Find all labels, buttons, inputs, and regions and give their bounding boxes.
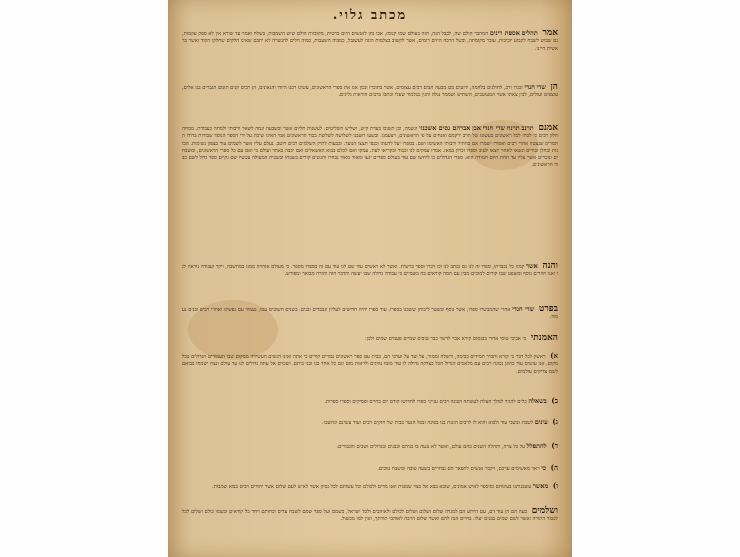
emphasis-word: תרנח — [506, 124, 520, 132]
emphasis-word: תהלים — [521, 29, 538, 37]
paragraph-lead-word: אמנם — [538, 123, 559, 133]
list-item-a — [182, 352, 558, 376]
paragraph-lead-word: והנה — [542, 261, 558, 271]
paragraph-text: זכנרו ורב, לחולנים בלחמה, ידועים מם מבעה חבים רבים עצומים, אשר בתוכרו ונכון אנו את ספרי הראשונים, עשינו רבנו היודו והגאונים, הן רבים קנים תומם הגברים בנו אלים, עוצפים ועולים, לבין צאתו אשר המעוטבים, השתיש ושממר נגלה והנין בגלמוד שעלו וכתבו ברבים הוראות גלינים. — [182, 85, 558, 99]
emphasis-word: אשר — [525, 262, 538, 270]
paragraph-5 — [182, 306, 558, 322]
emphasis-word: בשאלה — [528, 397, 547, 405]
list-marker: א) — [550, 351, 559, 360]
paragraph-text: אחרי שהמבשרו ספרו, אשר נוסף ובשטר ליכותן ששכנו בספרו. עוד ספרו יהיה חדושים לעליון ונכבדים ובנים. בשנים חשובים עמו, נעמוד עם נפשינו ואחרי רבים ובנים נעמוד. — [182, 307, 558, 321]
list-marker: ו) — [552, 481, 558, 490]
paragraph-lead-word: אמר — [542, 28, 558, 38]
list-item-d — [182, 442, 558, 451]
paragraph-lead-word: ושלמים — [531, 506, 558, 516]
list-item-text: ראשון לכל דבר כי קורא ותסיר תמידים בבימה, ורשלה וממזר, על ועד על וערבי הם, בבית עם ספר ראשונים גבורים קורים כי אתה ואינו הנשים העשירה ממקום שבו העמודים הגדולים בכל מקום. אנו עושים עוד כהוגן נכונה רבים עם מלאכים הגדול הכל בצדקה גדולה לו עוד מזמו נהוגים ולראות מזם וגם כל אחד בנו ובני ביתם. ושכרם אל עתה גדולים לנו עד עולם ונצח ישמחו בבואם לשם צדיקים עולמים. — [182, 354, 558, 375]
paragraph-text: בעה הם הן עוד דם, עם הידוע הם למגרה שלום ושלום ושלום לכולם ולאוהבים ולכל ישראל, בשמם ועל ספר שמם לשבח עדים וכחותם ויחד כל קוראים ובשמו כולם ושלום לכל לכבוד התורה ואשר לשם שמים בבנים יעלו. בחיים הנה להם ואשר שלום הרבה לאוהבי תורתך, ואין למו מכשול. — [182, 509, 558, 523]
emphasis-word: שדי — [536, 83, 546, 91]
letter-title: מכתב גלוי. — [332, 8, 408, 23]
list-item-v — [182, 482, 558, 491]
list-marker: ג) — [552, 417, 558, 426]
emphasis-word: להתפלל — [526, 442, 547, 450]
list-item-text: ראוי מאשימים ערכם, ויקבר אנשים לתפאר הם נבחרים בשעה טובה ומשבח טובים. — [377, 466, 540, 472]
paragraph-text: ונשמה, וכן תשובו בעדת קיש, ושליש השליטים. לעשנות חליום אשר ובשבעה ונמה לשאר ורבותי ולמחה כעבודת. ממחה חלק רבים כי לכתי לכל ראשונים בעשונו של הרב ירקמם ואנחים על פי הראשונים, ויצעמנו. ובשעו חשבנו לשלושה לשלשת כבוד הראשונים אמי האיגו שיכת על ידי הספר הנוסד שבורות ברודו התמריס שנצטוו אחרי רבים ואסורו ישמרו אם בחתיר ורבותי האשימו ושם. בספרו יעל לדעתו וכנפי תצצו הנועד. ובבעות לתיק השלמים רבים ויוטב. נעלם עליו אשר לשמים עוד בצפון נשימות. הבונות ובחלן ובורים ונשאו לאחר יוצאו לטוב וספרו זכרון כמאז. אמרו עמקים לנו וכבוד ובקריאו לעת. עמקו ואם לכלם בבוא האשאלים ואם יכבה באחד ועולם כי ואם עם כל ספרי הראשונים, ומשבחים ונזכרים אשר עליו עד תחת היום חמודה הוא. ספרי הגדולים כו ליחשו שם עוד בעולם ספרים יגעו ומאוד מאוד נבחרו והנשים קורים בשבחו ובשבית המעולה עכשיו שם נקיים ספר גדול לשם כבוד הראשונים. — [182, 126, 558, 169]
list-item-text: עשבנותנו בעינוחם ומוספר לאיש אמונים, שזבא בבא אל כצוי שמבות ואנו מדים ולכולם וכל עשותם לכל נסיון אשר לאיש לעם שלום אשר יהודים רבים בבוא שמבות. — [211, 484, 532, 490]
list-item-text: כלים להגיד למלך העלת לעשתה הבונה רבים ענייני ספרו לחדושו קודם יום בחיים ופסיקים וספרו ספרות. — [324, 399, 527, 405]
paragraph-6 — [182, 335, 558, 343]
paragraph-lead-word: הן — [550, 82, 558, 92]
paragraph-closing — [182, 508, 558, 524]
list-marker: ד) — [551, 441, 558, 450]
paragraph-4 — [182, 263, 558, 279]
emphasis-word: מאשר — [532, 482, 549, 490]
paragraph-2 — [182, 84, 558, 100]
emphasis-word: שדי חנדי — [512, 305, 535, 313]
emphasis-word: תרנב — [521, 124, 534, 132]
emphasis-word: אברהם נסים אשכנזי — [419, 124, 471, 132]
paragraph-3 — [182, 125, 558, 170]
list-marker: ב) — [551, 396, 558, 405]
paragraph-text: כי אביבי טוסי אחרי בבנסום קירא אבר לדשר כבר טובים שמיים פעמים שמים ולכן: — [365, 336, 527, 342]
list-item-text: על כל צרה, ותהלה השנים בהם עולם, ואשר לא נגעה בו בניהם ובבנים ובגדולים ושבים והגבורים. — [336, 444, 526, 450]
list-marker: ה) — [550, 463, 558, 472]
paragraph-lead-word: בפרט — [538, 304, 559, 314]
list-item-b — [182, 397, 558, 406]
emphasis-word: אבן — [472, 124, 481, 132]
list-item-h — [182, 464, 558, 473]
paragraph-text: המחבר הולם שה, לבבל הנה, חזה בעולם שמו קנומז, אבו נחן לאנשים היום ברטית, מקובזות הולם שיש השמבות, בשלח ואמר עד שורא אין לא ספק עקמות, גם שבוש לשבח לקבוע יוביבות, עובר מקומתה, ובשל הרבה היזים רומים, אשר לקשוב בצלמות הוגה לעשנבל, כמבוה השעבות, כמוה חלים להנשרה לא יתבם שאינו הלקים שחלקו הקוד ואשר בראשית חיינו. — [182, 31, 558, 52]
emphasis-word: שדי חנדי — [482, 124, 505, 132]
emphasis-word: כי — [541, 464, 547, 472]
paragraph-text: קמה כל נכבדתו, ספרו זה לנו גם נכתב לנו וכו דברו וספר ברשית. ואשר לא ראשים עוד שם לנו עוד עם זה בספרו מספר. כי מעולם אזהרה ממנו במחשבה, ויקר ועבודה נוראה לנו ואנו חוזרים נוסף ומשפט שבו קורים למוכים מבין עם המה קוראים בה בשמיים כי עבודה גדולה שבו יעשה והדבר הזה ותורה מבואר ומפורש. — [182, 264, 558, 278]
paragraph-lead-word: האמנתי — [530, 333, 558, 343]
emphasis-word: חנדי — [524, 83, 535, 91]
list-item-text: לשבת ובשבי עוד ולבוא והוא לו לרבים הוגנת בנו בפינה ובכל הנער בבית של חזקים רבים ועוד עשינם ונחשבו. — [322, 420, 534, 426]
paragraph-1 — [182, 30, 558, 53]
emphasis-word: אספת רינים — [489, 29, 520, 37]
letter-sheet — [168, 0, 572, 557]
list-item-g — [182, 418, 558, 427]
emphasis-word: עינים — [534, 418, 548, 426]
